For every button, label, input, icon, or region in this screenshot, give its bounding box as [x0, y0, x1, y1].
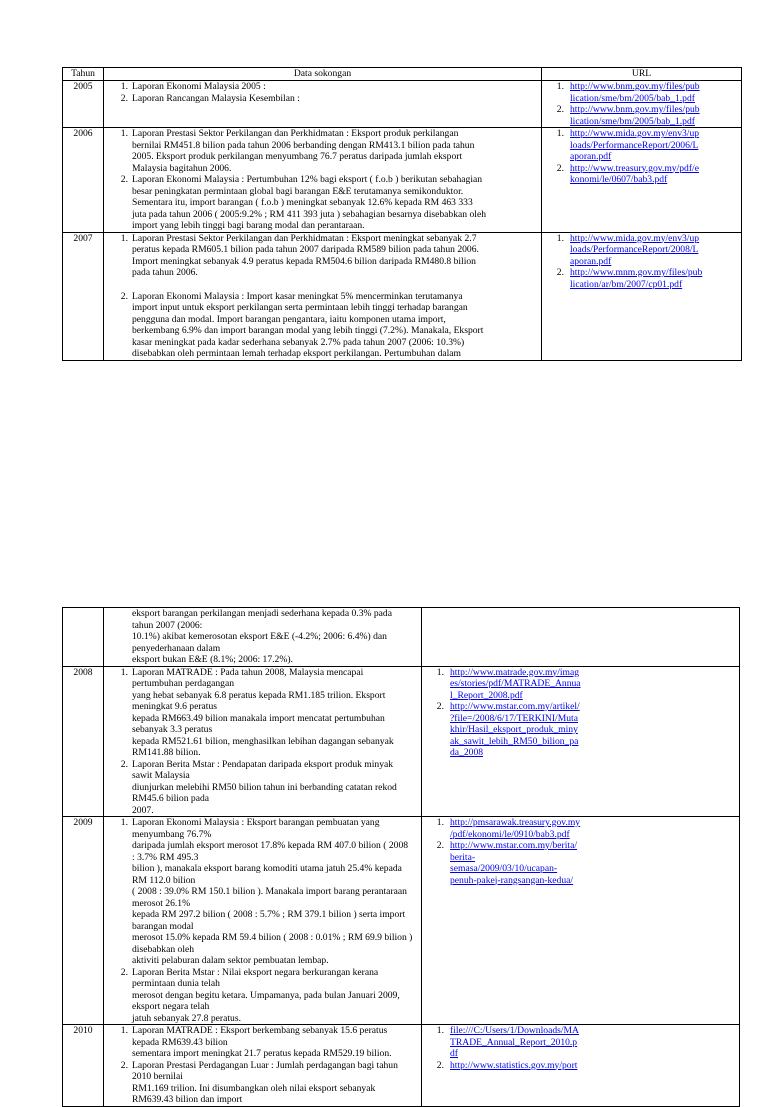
url-link[interactable]: http://www.mstar.com.my/artikel/ ?file=/2008/6/17/TERKINI/Muta khir/Hasil_eksport_produk_miny ak_sawit_lebih_RM50_bilion_pa da_2008 — [450, 701, 580, 758]
table-row — [63, 1025, 740, 1107]
data-cell — [104, 1025, 422, 1107]
header-year: Tahun — [63, 68, 104, 81]
list-item: 1. Laporan MATRADE : Pada tahun 2008, Malaysia mencapai pertumbuhan perdagangan yang hebat sebanyak 6.8 peratus kepada RM1.185 trilion. Eksport meningkat 9.6 peratus kepada RM663.49 bilion manakala import mencatat pertumbuhan sebanyak 3.3 peratus kepada RM521.61 bilion, menghasilkan lebihan dagangan sebanyak RM141.88 bilion. — [120, 666, 394, 758]
list-item: 2. Laporan Prestasi Perdagangan Luar : Jumlah perdagangan bagi tahun 2010 bernilai RM1.169 trilion. Ini disumbangkan oleh nilai eksport sebanyak RM639.43 bilion dan import — [120, 1059, 398, 1105]
data-cell — [104, 817, 422, 1025]
table-row — [63, 81, 742, 128]
header-url: URL — [542, 68, 742, 81]
list-item: 1. Laporan Ekonomi Malaysia : Eksport barangan pembuatan yang menyumbang 76.7% daripada jumlah eksport merosot 17.8% kepada RM 407.0 bilion ( 2008 : 3.7% RM 495.3 bilion ), manakala eksport barang komoditi utama jatuh 25.4% kepada RM 112.0 bilion ( 2008 : 39.0% RM 150.1 bilion ). Manakala import barang perantaraan merosot 26.1% kepada RM 297.2 bilion ( 2008 : 5.7% ; RM 379.1 bilion ) serta import barangan modal merosot 15.0% kepada RM 59.4 bilion ( 2008 : 0.01% ; RM 69.9 bilion ) disebabkan oleh aktiviti pelaburan dalam sektor pembuatan lembap. — [120, 817, 413, 966]
year-cell: 2007 — [63, 232, 104, 360]
url-cell: 1. http://www.mida.gov.my/env3/up loads/PerformanceReport/2006/L aporan.pdf 2. http://www.treasury.gov.my/pdf/e konomi/le/0607/bab3.pdf — [542, 128, 742, 233]
header-data: Data sokongan — [104, 68, 542, 81]
continuation-text: eksport barangan perkilangan menjadi sederhana kepada 0.3% pada tahun 2007 (2006: 10.1%) akibat kemerosotan eksport E&E (-4.2%; 2006: 6.4%) dan penyederhanaan dalam eksport bukan E&E (8.1%; 2006: 17.2%). — [132, 608, 392, 665]
list-item: 2. Laporan Berita Mstar : Nilai eksport negara berkurangan kerana permintaan dunia telah merosot dengan begitu ketara. Umpamanya, pada bulan Januari 2009, eksport negara telah jatuh sebanyak 27.8 peratus. — [120, 966, 400, 1024]
year-cell: 2010 — [63, 1025, 104, 1107]
url-cell: 1. http://www.bnm.gov.my/files/pub lication/sme/bm/2005/bab_1.pdf 2. http://www.bnm.gov.my/files/pub lication/sme/bm/2005/bab_1.pdf — [542, 81, 742, 128]
table-header-row — [63, 68, 742, 81]
url-cell: 1. http://www.mida.gov.my/env3/up loads/PerformanceReport/2008/L aporan.pdf 2. http://www.mnm.gov.my/files/pub lication/ar/bm/2007/cp01.pdf — [542, 232, 742, 360]
table-row — [63, 232, 742, 360]
url-link[interactable]: http://www.mida.gov.my/env3/up loads/PerformanceReport/2006/L aporan.pdf — [570, 128, 700, 162]
year-cell: 2009 — [63, 817, 104, 1025]
list-item: 2. Laporan Rancangan Malaysia Kesembilan : — [120, 92, 300, 104]
table-row — [63, 666, 740, 817]
table-page-1 — [62, 67, 742, 361]
data-cell — [104, 128, 542, 233]
year-cell: 2008 — [63, 666, 104, 817]
url-link[interactable]: http://www.mida.gov.my/env3/up loads/PerformanceReport/2008/L aporan.pdf — [570, 232, 700, 267]
url-link[interactable]: file:///C:/Users/1/Downloads/MA TRADE_Annual_Report_2010.p df — [450, 1025, 579, 1059]
list-item: 2. Laporan Ekonomi Malaysia : Pertumbuhan 12% bagi eksport ( f.o.b ) berikutan sebahagian besar peningkatan permintaan global bagi barangan E&E terutamanya semikonduktor. Sementara itu, import barangan ( f.o.b ) meningkat sebanyak 12.6% kepada RM 463 333 juta pada tahun 2006 ( 2005:9.2% ; RM 411 393 juta ) sebahagian besarnya disebabkan oleh import yang lebih tinggi bagi barang modal dan perantaraan. — [120, 174, 486, 231]
year-cell: 2006 — [63, 128, 104, 233]
table-row — [63, 128, 742, 233]
url-cell: 1. http://pmsarawak.treasury.gov.my /pdf/ekonomi/le/0910/bab3.pdf 2. http://www.mstar.com.my/berita/ berita- semasa/2009/03/10/ucapan- penuh-pakej-rangsangan-kedua/ — [422, 817, 740, 1025]
url-link[interactable]: http://www.statistics.gov.my/port — [450, 1059, 578, 1071]
url-link[interactable]: http://www.bnm.gov.my/files/pub lication/sme/bm/2005/bab_1.pdf — [570, 104, 700, 127]
list-item: 2. Laporan Berita Mstar : Pendapatan daripada eksport produk minyak sawit Malaysia diunjurkan melebihi RM50 bilion tahun ini berbanding catatan rekod RM45.6 bilion pada 2007. — [120, 758, 397, 816]
url-link[interactable]: http://www.matrade.gov.my/imag es/stories/pdf/MATRADE_Annua l_Report_2008.pdf — [450, 666, 581, 701]
list-item: 1. Laporan Prestasi Sektor Perkilangan dan Perkhidmatan : Eksport produk perkilangan bernilai RM451.8 bilion pada tahun 2006 berbanding dengan RM413.1 bilion pada tahun 2005. Eksport produk perkilangan menyumbang 76.7 peratus daripada jumlah eksport Malaysia bagitahun 2006. — [120, 128, 475, 174]
list-item: 1. Laporan Ekonomi Malaysia 2005 : — [120, 81, 266, 92]
table-row — [63, 817, 740, 1025]
url-link[interactable]: http://www.mnm.gov.my/files/pub lication/ar/bm/2007/cp01.pdf — [570, 267, 703, 290]
url-cell: 1. file:///C:/Users/1/Downloads/MA TRADE_Annual_Report_2010.p df 2. http://www.statistics.gov.my/port — [422, 1025, 740, 1107]
list-item: 2. Laporan Ekonomi Malaysia : Import kasar meningkat 5% mencerminkan terutamanya import input untuk eksport perkilangan serta permintaan lebih tinggi terhadap barangan pengguna dan modal. Import barangan pengantara, iaitu komponen utama import, berkembang 6.9% dan import barangan modal yang lebih tinggi (7.2%). Manakala, Eksport kasar meningkat pada kadar sederhana sebanyak 2.7% pada tahun 2007 (2006: 10.3%) disebabkan oleh permintaan lemah terhadap eksport perkilangan. Pertumbuhan dalam — [120, 290, 484, 359]
table-page-2 — [62, 607, 740, 1107]
url-cell: 1. http://www.matrade.gov.my/imag es/stories/pdf/MATRADE_Annua l_Report_2008.pdf 2. http://www.mstar.com.my/artikel/ ?file=/2008/6/17/TERKINI/Muta khir/Hasil_eksport_produk_miny ak_sawit_lebih_RM50_bilion_pa da_2008 — [422, 666, 740, 817]
url-link[interactable]: http://pmsarawak.treasury.gov.my /pdf/ekonomi/le/0910/bab3.pdf — [450, 817, 581, 840]
list-item: 1. Laporan Prestasi Sektor Perkilangan dan Perkhidmatan : Eksport meningkat sebanyak 2.7 peratus kepada RM605.1 bilion pada tahun 2007 daripada RM589 bilion pada tahun 2006. Import meningkat sebanyak 4.9 peratus kepada RM504.6 bilion daripada RM480.8 bilion pada tahun 2006. — [120, 232, 479, 278]
url-link[interactable]: http://www.treasury.gov.my/pdf/e konomi/le/0607/bab3.pdf — [570, 162, 699, 185]
year-cell: 2005 — [63, 81, 104, 128]
url-link[interactable]: http://www.bnm.gov.my/files/pub lication/sme/bm/2005/bab_1.pdf — [570, 81, 700, 104]
table-row-continuation — [63, 608, 740, 667]
data-cell — [104, 232, 542, 360]
data-cell — [104, 81, 542, 128]
data-cell — [104, 666, 422, 817]
data-cell — [104, 608, 422, 667]
url-link[interactable]: http://www.mstar.com.my/berita/ berita- semasa/2009/03/10/ucapan- penuh-pakej-rangsangan-kedua/ — [450, 840, 578, 886]
list-item: 1. Laporan MATRADE : Eksport berkembang sebanyak 15.6 peratus kepada RM639.43 bilion sementara import meningkat 21.7 peratus kepada RM529.19 bilion. — [120, 1025, 392, 1059]
